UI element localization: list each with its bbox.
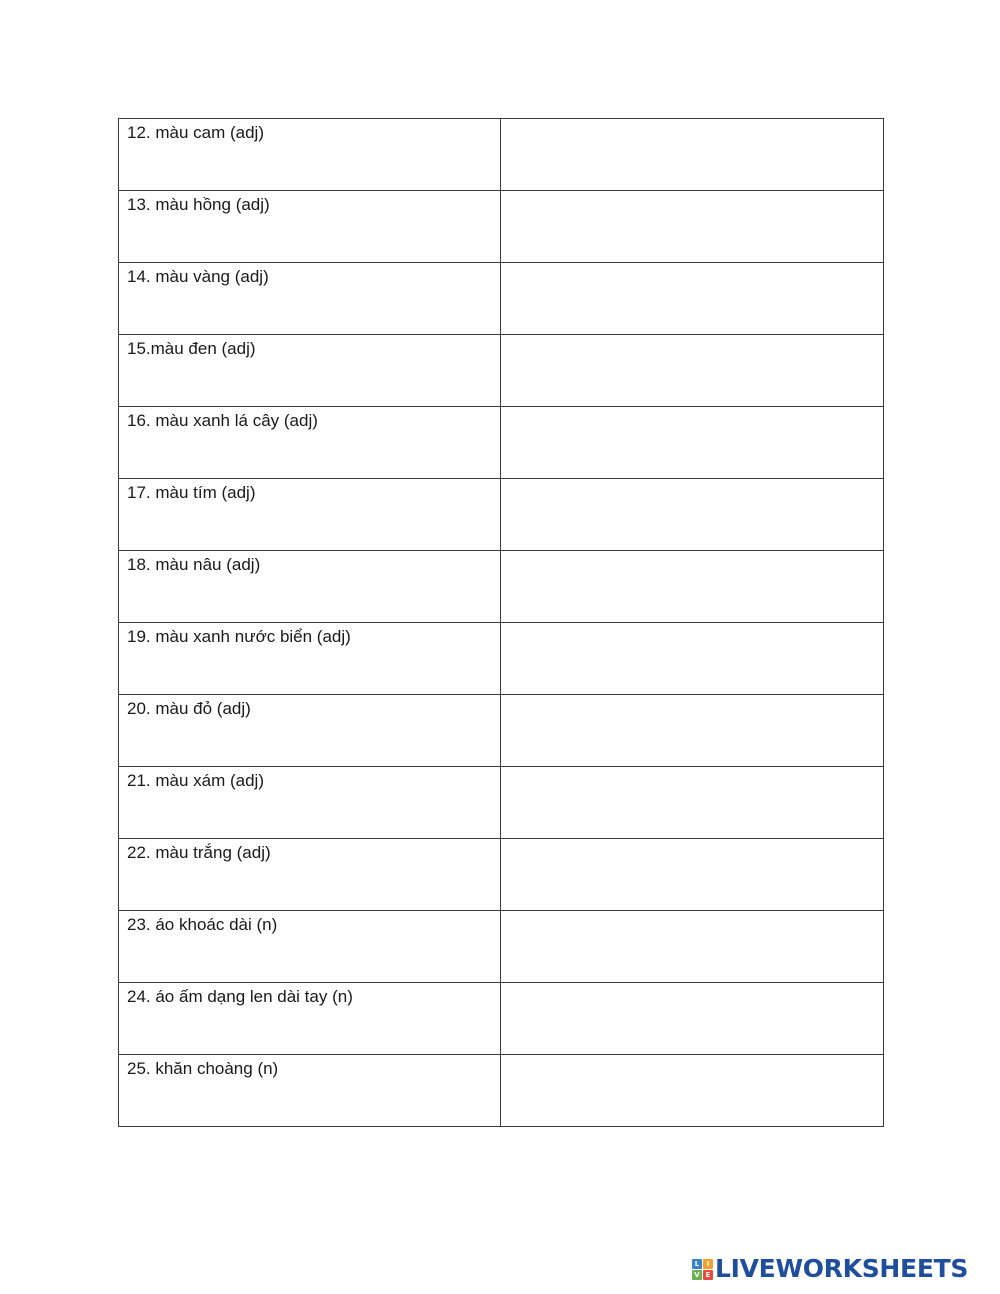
vocabulary-term: 22. màu trắng (adj) <box>119 839 501 911</box>
table-row <box>119 119 884 191</box>
vocabulary-term: 14. màu vàng (adj) <box>119 263 501 335</box>
answer-input[interactable] <box>509 555 875 617</box>
table-row <box>119 695 884 767</box>
answer-cell[interactable] <box>501 623 884 695</box>
answer-input[interactable] <box>509 195 875 257</box>
answer-input[interactable] <box>509 411 875 473</box>
vocabulary-term: 20. màu đỏ (adj) <box>119 695 501 767</box>
answer-cell[interactable] <box>501 407 884 479</box>
liveworksheets-logo <box>692 1256 968 1282</box>
vocabulary-term: 24. áo ấm dạng len dài tay (n) <box>119 983 501 1055</box>
liveworksheets-wordmark: LIVEWORKSHEETS <box>715 1254 969 1283</box>
answer-cell[interactable] <box>501 335 884 407</box>
table-row <box>119 1055 884 1127</box>
answer-cell[interactable] <box>501 479 884 551</box>
table-row <box>119 191 884 263</box>
answer-input[interactable] <box>509 123 875 185</box>
answer-input[interactable] <box>509 915 875 977</box>
answer-cell[interactable] <box>501 695 884 767</box>
answer-cell[interactable] <box>501 191 884 263</box>
answer-input[interactable] <box>509 987 875 1049</box>
vocabulary-term: 18. màu nâu (adj) <box>119 551 501 623</box>
answer-input[interactable] <box>509 483 875 545</box>
vocabulary-term: 13. màu hồng (adj) <box>119 191 501 263</box>
table-row <box>119 335 884 407</box>
table-row <box>119 767 884 839</box>
logo-square: E <box>703 1270 713 1280</box>
answer-input[interactable] <box>509 267 875 329</box>
answer-cell[interactable] <box>501 119 884 191</box>
logo-square: I <box>703 1259 713 1269</box>
answer-cell[interactable] <box>501 911 884 983</box>
answer-input[interactable] <box>509 771 875 833</box>
answer-input[interactable] <box>509 627 875 689</box>
answer-input[interactable] <box>509 699 875 761</box>
answer-cell[interactable] <box>501 551 884 623</box>
vocabulary-term: 16. màu xanh lá cây (adj) <box>119 407 501 479</box>
vocabulary-term: 25. khăn choàng (n) <box>119 1055 501 1127</box>
answer-cell[interactable] <box>501 263 884 335</box>
answer-cell[interactable] <box>501 839 884 911</box>
vocabulary-term: 21. màu xám (adj) <box>119 767 501 839</box>
answer-input[interactable] <box>509 339 875 401</box>
table-row <box>119 551 884 623</box>
vocabulary-term: 23. áo khoác dài (n) <box>119 911 501 983</box>
table-row <box>119 407 884 479</box>
table-row <box>119 839 884 911</box>
answer-input[interactable] <box>509 1059 875 1121</box>
vocabulary-table-body <box>119 119 884 1127</box>
logo-square: V <box>692 1270 702 1280</box>
table-row <box>119 479 884 551</box>
answer-cell[interactable] <box>501 983 884 1055</box>
answer-cell[interactable] <box>501 767 884 839</box>
answer-input[interactable] <box>509 843 875 905</box>
liveworksheets-logo-icon <box>692 1259 713 1280</box>
vocabulary-term: 15.màu đen (adj) <box>119 335 501 407</box>
table-row <box>119 263 884 335</box>
logo-square: L <box>692 1259 702 1269</box>
vocabulary-table <box>118 118 884 1127</box>
table-row <box>119 623 884 695</box>
vocabulary-term: 12. màu cam (adj) <box>119 119 501 191</box>
table-row <box>119 911 884 983</box>
vocabulary-term: 19. màu xanh nước biển (adj) <box>119 623 501 695</box>
table-row <box>119 983 884 1055</box>
answer-cell[interactable] <box>501 1055 884 1127</box>
vocabulary-term: 17. màu tím (adj) <box>119 479 501 551</box>
